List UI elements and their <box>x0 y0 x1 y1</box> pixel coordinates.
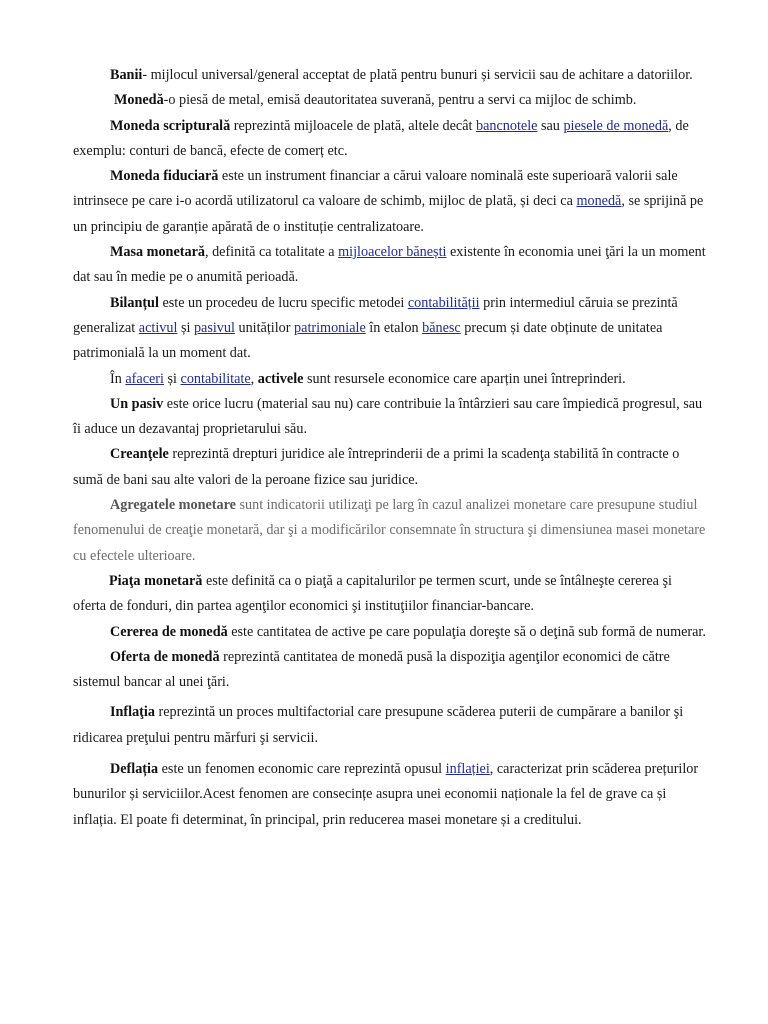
definition-text: este un procedeu de lucru specific metodei <box>158 294 408 311</box>
definition-text: - mijlocul universal/general acceptat de plată pentru bunuri și servicii sau de achitare a datoriilor. <box>142 67 693 83</box>
definition-deflatia <box>73 757 708 833</box>
term-oferta-de-moneda: Oferta de monedă <box>110 648 220 665</box>
definition-piata-monetara <box>73 569 708 620</box>
link-contabilitatii[interactable]: contabilității <box>407 294 480 311</box>
link-bancnotele[interactable]: bancnotele <box>475 117 538 134</box>
definition-cererea-de-moneda <box>73 620 708 645</box>
link-mijloacelor-banesti[interactable]: mijloacelor bănești <box>338 244 447 261</box>
term-moneda-fiduciara: Moneda fiduciară <box>110 168 219 185</box>
definition-activele <box>73 367 708 392</box>
link-moneda[interactable]: monedă <box>576 193 622 210</box>
definition-text: este definită ca o piaţă a capitalurilor pe termen scurt, unde se întâlneşte cererea şi oferta de fonduri, din partea agenţilor economici şi instituţiilor financiar-bancare. <box>73 572 672 615</box>
definition-text: este orice lucru (material sau nu) care contribuie la întârzieri sau care împiedică progresul, sau îi aduce un dezavantaj proprietarului său. <box>73 395 703 438</box>
term-creantele: Creanţele <box>110 446 169 463</box>
term-un-pasiv: Un pasiv <box>110 395 164 412</box>
link-pasivul[interactable]: pasivul <box>193 319 235 336</box>
definition-text: , caracterizat prin scăderea prețurilor bunurilor și serviciilor.Acest fenomen are consecințe asupra unei economii naționale la fel de grave ca și inflația. El poate fi determinat, în principal, prin reducerea masei monetare și a creditului. <box>73 761 699 828</box>
definition-text: este cantitatea de active pe care populaţia doreşte să o deţină sub formă de numerar. <box>227 623 706 640</box>
definition-text: , definită ca totalitate a <box>204 244 339 261</box>
link-afaceri[interactable]: afaceri <box>125 370 164 387</box>
definition-moneda <box>73 88 708 113</box>
term-banii: Banii <box>110 67 143 83</box>
definition-text: reprezintă mijloacele de plată, altele decât <box>230 117 476 134</box>
definition-text: reprezintă drepturi juridice ale întreprinderii de a primi la scadenţa stabilită în contracte o sumă de bani sau alte valori de la peroane fizice sau juridice. <box>73 446 680 488</box>
definition-text: , se sprijină pe un principiu de garanție apărată de o instituție centralizatoare. <box>73 193 704 235</box>
term-activele: activele <box>257 370 304 387</box>
definition-text: prin intermediul căruia se prezintă generalizat <box>73 294 678 336</box>
definition-masa-monetara <box>73 240 708 291</box>
link-inflatiei[interactable]: inflației <box>445 761 490 778</box>
term-cererea-de-moneda: Cererea de monedă <box>110 623 228 640</box>
definition-creantele <box>73 442 708 493</box>
definition-text: sunt resursele economice care aparțin unei întreprinderi. <box>303 370 626 387</box>
definition-text: , <box>250 370 258 387</box>
term-moneda-scripturala: Moneda scripturală <box>110 117 231 134</box>
term-masa-monetara: Masa monetară <box>110 244 205 261</box>
link-banesc[interactable]: bănesc <box>422 319 461 336</box>
definition-text: existente în economia unei ţări la un moment dat sau în medie pe o anumită perioadă. <box>73 244 706 286</box>
definition-text: reprezintă un proces multifactorial care presupune scăderea puterii de cumpărare a banilor şi ridicarea preţului pentru mărfuri şi servicii. <box>73 704 684 746</box>
definition-banii <box>73 63 708 88</box>
definition-text: -o piesă de metal, emisă deautoritatea suverană, pentru a servi ca mijloc de schimb. <box>163 92 637 109</box>
definition-text: În <box>110 370 126 387</box>
link-patrimoniale[interactable]: patrimoniale <box>294 319 366 336</box>
term-deflatia: Deflația <box>110 761 159 778</box>
definition-text: precum și date obținute de unitatea patrimonială la un moment dat. <box>73 319 663 362</box>
definition-text: și <box>163 370 181 387</box>
definition-text: unităților <box>234 319 295 336</box>
definition-moneda-fiduciara <box>73 164 708 240</box>
definition-text: este un instrument financiar a cărui valoare nominală este superioară valorii sale intrinsece pe care i-o acordă utilizatorul ca valoare de schimb, mijloc de plată, și deci ca <box>73 168 678 210</box>
definition-agregatele-monetare <box>73 493 708 569</box>
link-activul[interactable]: activul <box>138 319 178 336</box>
definition-text: și <box>177 319 194 336</box>
definition-un-pasiv <box>73 392 708 443</box>
term-piata-monetara: Piaţa monetară <box>109 572 203 589</box>
definition-text: sau <box>537 117 564 134</box>
term-bilantul: Bilanțul <box>110 294 159 311</box>
definition-text: , de exemplu: conturi de bancă, efecte de comerț etc. <box>73 117 689 159</box>
definition-text: este un fenomen economic care reprezintă opusul <box>158 761 446 778</box>
term-inflatia: Inflaţia <box>110 704 155 721</box>
term-moneda: Monedă <box>114 92 164 109</box>
definition-bilantul <box>73 291 708 367</box>
definition-text: reprezintă cantitatea de monedă pusă la dispoziţia agenţilor economici de către sistemul bancar al unei ţări. <box>73 648 670 691</box>
definition-text: în etalon <box>365 319 423 336</box>
definition-inflatia <box>73 700 708 751</box>
term-agregatele-monetare: Agregatele monetare <box>110 497 236 514</box>
definition-text: sunt indicatorii utilizaţi pe larg în cazul analizei monetare care presupune studiul fenomenului de creaţie monetară, dar şi a modificărilor consemnate în structura şi dimensiunea masei monetare cu efectele ulterioare. <box>73 497 706 564</box>
link-piesele-de-moneda[interactable]: piesele de monedă <box>563 117 669 134</box>
definition-oferta-de-moneda <box>73 645 708 696</box>
link-contabilitate[interactable]: contabilitate <box>180 370 251 387</box>
definition-moneda-scripturala <box>73 114 708 165</box>
